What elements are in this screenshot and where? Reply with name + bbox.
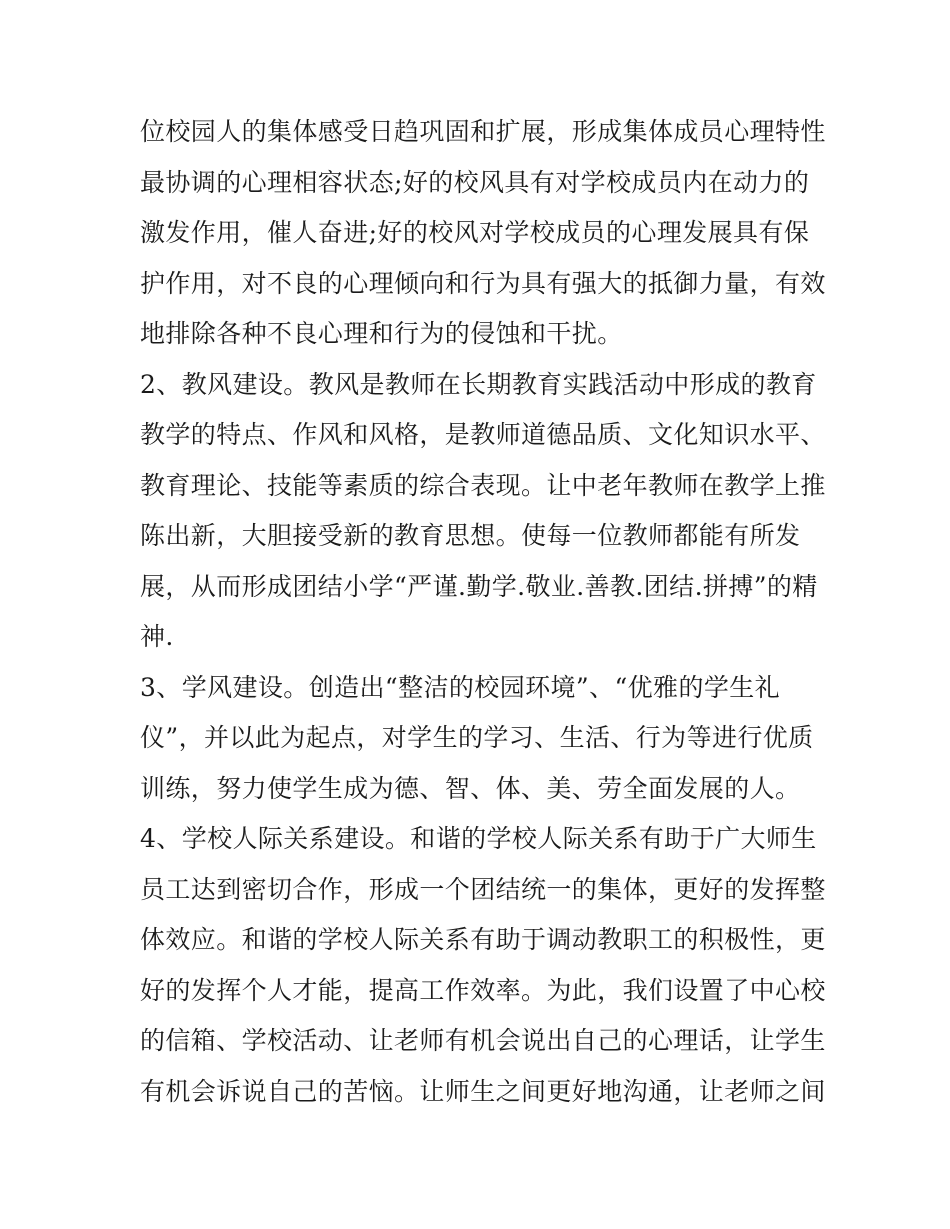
text-line: 体效应。和谐的学校人际关系有助于调动教职工的积极性，更 [140,925,826,954]
text-line: 的信箱、学校活动、让老师有机会说出自己的心理话，让学生 [140,1026,826,1055]
text-line: 最协调的心理相容状态;好的校风具有对学校成员内在动力的 [140,167,810,197]
text-line: 员工达到密切合作，形成一个团结统一的集体，更好的发挥整 [140,874,826,904]
text-line: 教学的特点、作风和风格，是教师道德品质、文化知识水平、 [140,420,826,449]
text-line: 护作用，对不良的心理倾向和行为具有强大的抵御力量，有效 [140,268,826,298]
text-line: 3、学风建设。创造出“整洁的校园环境”、“优雅的学生礼 [140,672,781,702]
text-line: 4、学校人际关系建设。和谐的学校人际关系有助于广大师生 [140,824,817,853]
text-line: 地排除各种不良心理和行为的侵蚀和干扰。 [140,319,623,348]
body-text [140,107,830,1117]
text-line: 好的发挥个人才能，提高工作效率。为此，我们设置了中心校 [140,975,826,1005]
text-line: 教育理论、技能等素质的综合表现。让中老年教师在教学上推 [140,470,826,500]
text-line: 2、教风建设。教风是教师在长期教育实践活动中形成的教育 [140,369,817,399]
text-line: 有机会诉说自己的苦恼。让师生之间更好地沟通，让老师之间 [140,1076,826,1106]
text-line: 陈出新，大胆接受新的教育思想。使每一位教师都能有所发 [140,521,801,550]
text-line: 训练，努力使学生成为德、智、体、美、劳全面发展的人。 [140,773,801,803]
text-line: 位校园人的集体感受日趋巩固和扩展，形成集体成员心理特性 [140,117,826,146]
text-line: 激发作用，催人奋进;好的校风对学校成员的心理发展具有保 [140,218,810,247]
text-line: 仪”，并以此为起点，对学生的学习、生活、行为等进行优质 [140,723,814,752]
text-line: 神. [140,622,174,651]
text-line: 展，从而形成团结小学“严谨.勤学.敬业.善教.团结.拼搏”的精 [140,571,818,601]
